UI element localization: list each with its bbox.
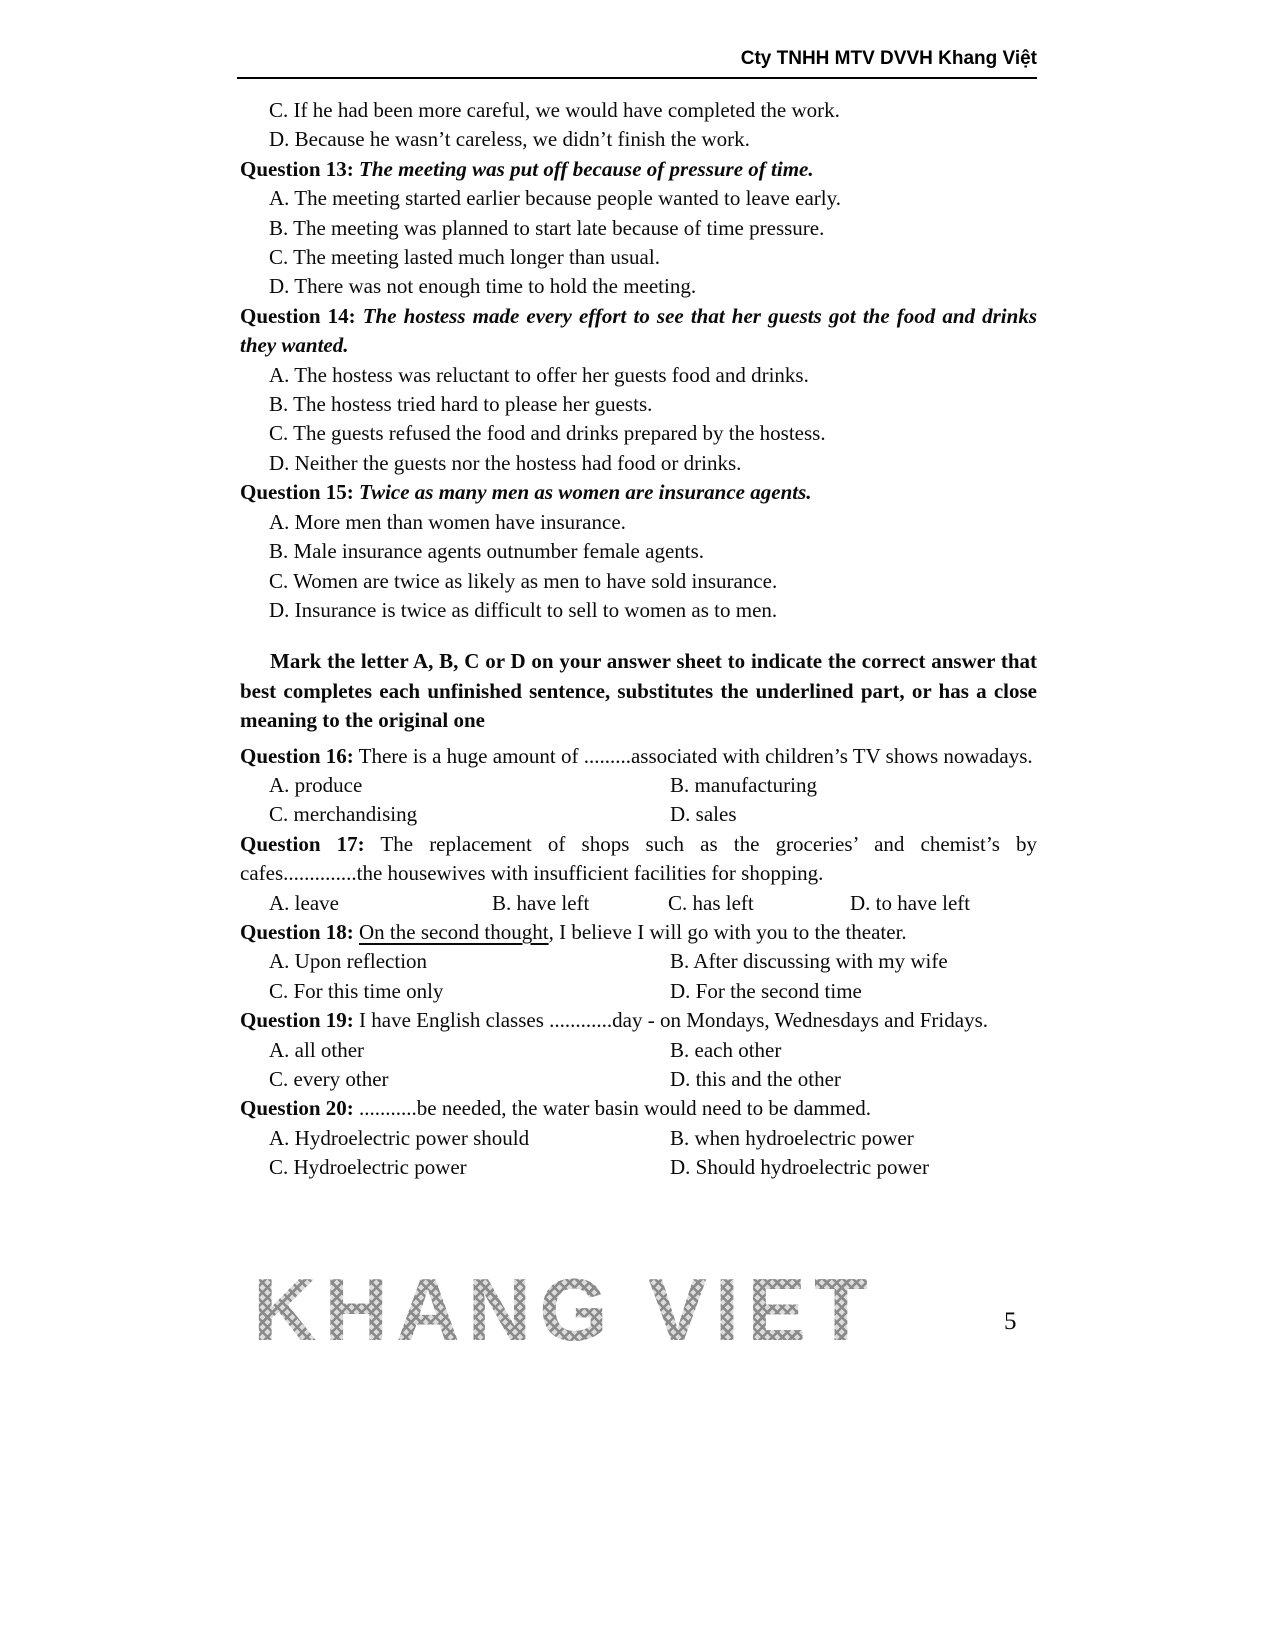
option-line: B. The meeting was planned to start late because of time pressure.: [269, 215, 825, 240]
question-20: [240, 1094, 1037, 1123]
question-19: [240, 1006, 1037, 1035]
option-a: A. all other: [269, 1037, 365, 1062]
option-line: C. The guests refused the food and drinks prepared by the hostess.: [269, 421, 826, 446]
page-content: [240, 96, 1037, 1183]
option-c: C. has left: [668, 890, 754, 915]
option-line: A. The hostess was reluctant to offer her guests food and drinks.: [269, 362, 809, 387]
section-instruction: Mark the letter A, B, C or D on your answer sheet to indicate the correct answer that best completes each unfinished sentence, substitutes the underlined part, or has a close meaning to the original one: [240, 649, 1037, 733]
option-line: C. Women are twice as likely as men to have sold insurance.: [269, 568, 778, 593]
option-a: A. leave: [269, 890, 339, 915]
publisher-watermark: KHANG VIET: [253, 1260, 876, 1359]
option-line: D. Neither the guests nor the hostess had food or drinks.: [269, 450, 742, 475]
option-d: D. to have left: [850, 890, 971, 915]
question-17-label: Question 17:: [240, 831, 365, 856]
option-a: A. Upon reflection: [269, 949, 428, 974]
option-b: B. After discussing with my wife: [670, 949, 948, 974]
option-c: C. merchandising: [269, 802, 418, 827]
option-a: A. produce: [269, 772, 363, 797]
question-13-label: Question 13:: [240, 156, 354, 181]
question-14-statement: The hostess made every effort to see that her guests got the food and drinks they wanted.: [240, 303, 1037, 358]
option-b: B. each other: [670, 1037, 782, 1062]
question-17-options: [240, 889, 1037, 918]
question-16-text: There is a huge amount of .........associated with children’s TV shows nowadays.: [358, 743, 1033, 768]
option-line: A. More men than women have insurance.: [269, 509, 626, 534]
option-d: D. sales: [670, 802, 737, 827]
page-header: [237, 48, 1037, 79]
option-b: B. manufacturing: [670, 772, 817, 797]
option-line: A. The meeting started earlier because people wanted to leave early.: [269, 186, 841, 211]
question-16-label: Question 16:: [240, 743, 354, 768]
option-a: A. Hydroelectric power should: [269, 1125, 530, 1150]
option-line: C. The meeting lasted much longer than usual.: [269, 245, 660, 270]
option-b: B. have left: [492, 890, 590, 915]
option-d: D. For the second time: [670, 978, 862, 1003]
question-18-text: , I believe I will go with you to the theater.: [548, 919, 907, 944]
question-13: [240, 155, 1037, 184]
option-line: D. There was not enough time to hold the meeting.: [269, 274, 697, 299]
question-16-options: [240, 771, 1037, 830]
question-20-label: Question 20:: [240, 1096, 354, 1121]
option-line: D. Because he wasn’t careless, we didn’t finish the work.: [269, 127, 750, 152]
option-line: D. Insurance is twice as difficult to sell to women as to men.: [269, 597, 778, 622]
option-c: C. every other: [269, 1067, 389, 1091]
question-18-options: [240, 947, 1037, 1006]
question-15-label: Question 15:: [240, 480, 354, 505]
question-13-statement: The meeting was put off because of pressure of time.: [359, 156, 814, 181]
option-line: B. Male insurance agents outnumber female agents.: [269, 539, 705, 564]
company-name: Cty TNHH MTV DVVH Khang Việt: [740, 48, 1037, 69]
page-number: 5: [1004, 1308, 1017, 1335]
question-19-label: Question 19:: [240, 1008, 354, 1033]
option-d: D. this and the other: [670, 1067, 841, 1091]
question-16: [240, 742, 1037, 771]
question-20-options: [240, 1124, 1037, 1183]
question-17-text: The replacement of shops such as the groceries’ and chemist’s by cafes..............the housewives with insufficient facilities for shopping.: [240, 831, 1037, 886]
question-18: [240, 918, 1037, 947]
option-c: C. For this time only: [269, 978, 444, 1003]
question-18-underlined-phrase: On the second thought: [359, 919, 549, 944]
question-19-options: [240, 1036, 1037, 1095]
option-line: B. The hostess tried hard to please her guests.: [269, 392, 653, 417]
question-18-label: Question 18:: [240, 919, 354, 944]
question-15: [240, 478, 1037, 507]
question-17: [240, 830, 1037, 889]
question-14-label: Question 14:: [240, 303, 356, 328]
option-b: B. when hydroelectric power: [670, 1125, 914, 1150]
question-20-text: ...........be needed, the water basin would need to be dammed.: [359, 1096, 872, 1121]
option-c: C. Hydroelectric power: [269, 1155, 467, 1180]
question-15-statement: Twice as many men as women are insurance agents.: [359, 480, 812, 505]
question-19-text: I have English classes ............day - on Mondays, Wednesdays and Fridays.: [359, 1008, 989, 1033]
option-line: C. If he had been more careful, we would have completed the work.: [269, 98, 840, 122]
question-14: [240, 302, 1037, 361]
option-d: D. Should hydroelectric power: [670, 1155, 929, 1180]
